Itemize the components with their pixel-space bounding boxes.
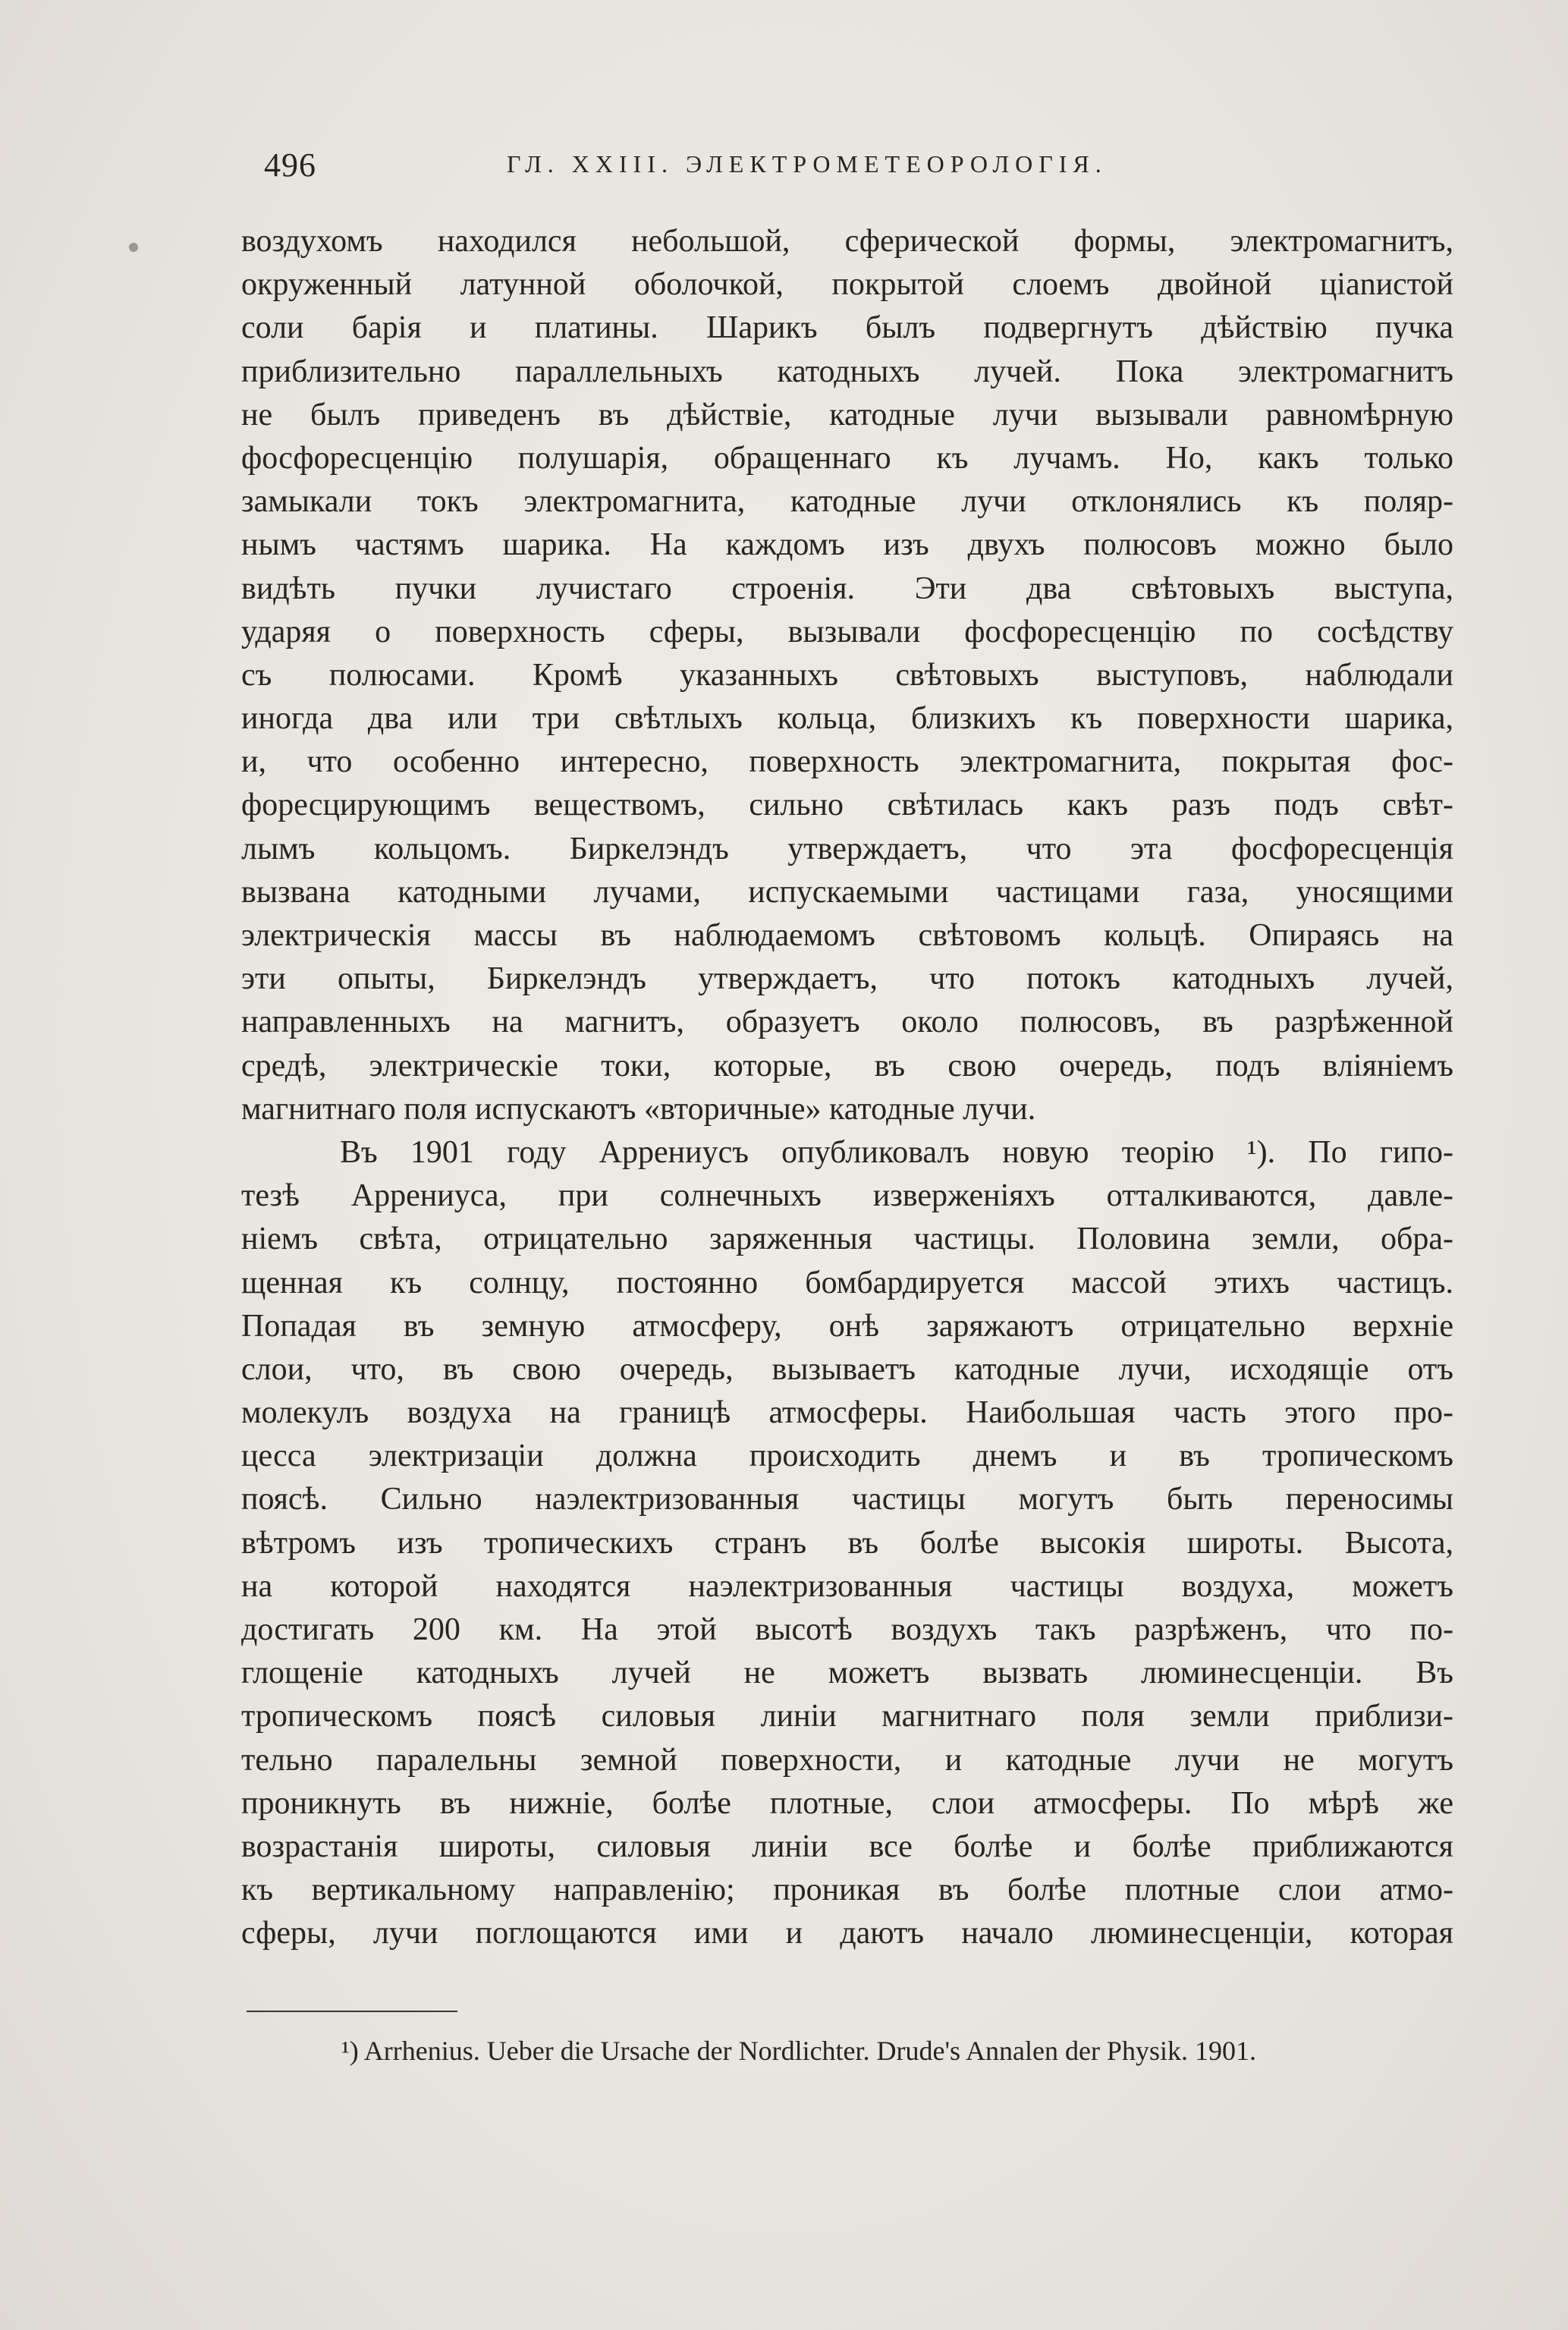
text-line: приблизительно параллельныхъ катодныхъ лучей. Пока электромагнитъ xyxy=(241,354,1453,389)
text-line: замыкали токъ электромагнита, катодные лучи отклонялись къ поляр- xyxy=(241,484,1453,520)
text-line: воздухомъ находился небольшой, сферической формы, электромагнитъ, xyxy=(241,224,1453,259)
footnote-rule xyxy=(247,2011,457,2012)
text-line: цесса электризацiи должна происходить днемъ и въ тропическомъ xyxy=(241,1439,1453,1474)
text-line: магнитнаго поля испускаютъ «вторичные» катодные лучи. xyxy=(241,1091,1036,1127)
text-line: сферы, лучи поглощаются ими и даютъ начало люминесценцiи, которая xyxy=(241,1916,1453,1951)
text-line: съ полюсами. Кромѣ указанныхъ свѣтовыхъ выступовъ, наблюдали xyxy=(241,657,1453,693)
text-line: Попадая въ земную атмосферу, онѣ заряжаютъ отрицательно верхнiе xyxy=(241,1308,1453,1344)
text-line: вѣтромъ изъ тропическихъ странъ въ болѣе высокiя широты. Высота, xyxy=(241,1525,1453,1561)
text-line: тропическомъ поясѣ силовыя линiи магнитнаго поля земли приблизи- xyxy=(241,1699,1453,1734)
text-line: тельно паралельны земной поверхности, и катодные лучи не могутъ xyxy=(241,1742,1453,1778)
text-line: и, что особенно интересно, поверхность электромагнита, покрытая фос- xyxy=(241,744,1453,780)
text-line: форесцирующимъ веществомъ, сильно свѣтилась какъ разъ подъ свѣт- xyxy=(241,788,1453,823)
text-line: электрическiя массы въ наблюдаемомъ свѣтовомъ кольцѣ. Опираясь на xyxy=(241,918,1453,953)
text-line: видѣть пучки лучистаго строенiя. Эти два свѣтовыхъ выступа, xyxy=(241,571,1453,606)
text-line: ударяя о поверхность сферы, вызывали фосфоресценцiю по сосѣдству xyxy=(241,614,1453,649)
page-number: 496 xyxy=(264,146,316,184)
text-line: проникнуть въ нижнiе, болѣе плотные, слои атмосферы. По мѣрѣ же xyxy=(241,1785,1453,1821)
text-line: тезѣ Аррениуса, при солнечныхъ изверженiяхъ отталкиваются, давле- xyxy=(241,1178,1453,1214)
paragraph-start-line: Въ 1901 году Аррениусъ опубликовалъ новую теорiю ¹). По гипо- xyxy=(340,1134,1453,1170)
text-line: возрастанiя широты, силовыя линiи все болѣе и болѣе приближаются xyxy=(241,1828,1453,1864)
text-line: щенная къ солнцу, постоянно бомбардируется массой этихъ частицъ. xyxy=(241,1265,1453,1300)
text-line: молекулъ воздуха на границѣ атмосферы. Наибольшая часть этого про- xyxy=(241,1395,1453,1431)
text-line: соли барiя и платины. Шарикъ былъ подвергнутъ дѣйствiю пучка xyxy=(241,310,1453,346)
text-line: вызвана катодными лучами, испускаемыми частицами газа, уносящими xyxy=(241,874,1453,910)
text-line: поясѣ. Сильно наэлектризованныя частицы могутъ быть переносимы xyxy=(241,1482,1453,1517)
text-line: иногда два или три свѣтлыхъ кольца, близкихъ къ поверхности шарика, xyxy=(241,701,1453,737)
text-line: нымъ частямъ шарика. На каждомъ изъ двухъ полюсовъ можно было xyxy=(241,527,1453,563)
text-line: средѣ, электрическiе токи, которые, въ свою очередь, подъ влiянiемъ xyxy=(241,1048,1453,1083)
text-line: на которой находятся наэлектризованныя частицы воздуха, можетъ xyxy=(241,1568,1453,1604)
text-line: глощенiе катодныхъ лучей не можетъ вызвать люминесценцiи. Въ xyxy=(241,1656,1453,1691)
page-header xyxy=(241,146,1455,191)
text-line: къ вертикальному направленiю; проникая въ болѣе плотные слои атмо- xyxy=(241,1872,1453,1908)
text-line: достигать 200 км. На этой высотѣ воздухъ такъ разрѣженъ, что по- xyxy=(241,1612,1453,1647)
body-text xyxy=(241,220,1453,1956)
footnote: ¹) Arrhenius. Ueber die Ursache der Nordlichter. Drude's Annalen der Physik. 1901. xyxy=(341,2036,1256,2066)
running-head: ГЛ. XXIII. ЭЛЕКТРОМЕТЕОРОЛОГIЯ. xyxy=(507,150,1108,178)
text-line: направленныхъ на магнитъ, образуетъ около полюсовъ, въ разрѣженной xyxy=(241,1005,1453,1040)
text-line: окруженный латунной оболочкой, покрытой слоемъ двойной цianистой xyxy=(241,267,1453,303)
margin-speck xyxy=(129,243,138,252)
text-line: фосфоресценцiю полушарiя, обращеннаго къ лучамъ. Но, какъ только xyxy=(241,440,1453,476)
text-line: нiемъ свѣта, отрицательно заряженныя частицы. Половина земли, обра- xyxy=(241,1222,1453,1257)
text-line: не былъ приведенъ въ дѣйствiе, катодные лучи вызывали равномѣрную xyxy=(241,397,1453,432)
text-line: эти опыты, Биркелэндъ утверждаетъ, что потокъ катодныхъ лучей, xyxy=(241,961,1453,997)
text-line: слои, что, въ свою очередь, вызываетъ катодные лучи, исходящiе отъ xyxy=(241,1351,1453,1387)
text-line: лымъ кольцомъ. Биркелэндъ утверждаетъ, что эта фосфоресценцiя xyxy=(241,831,1453,866)
